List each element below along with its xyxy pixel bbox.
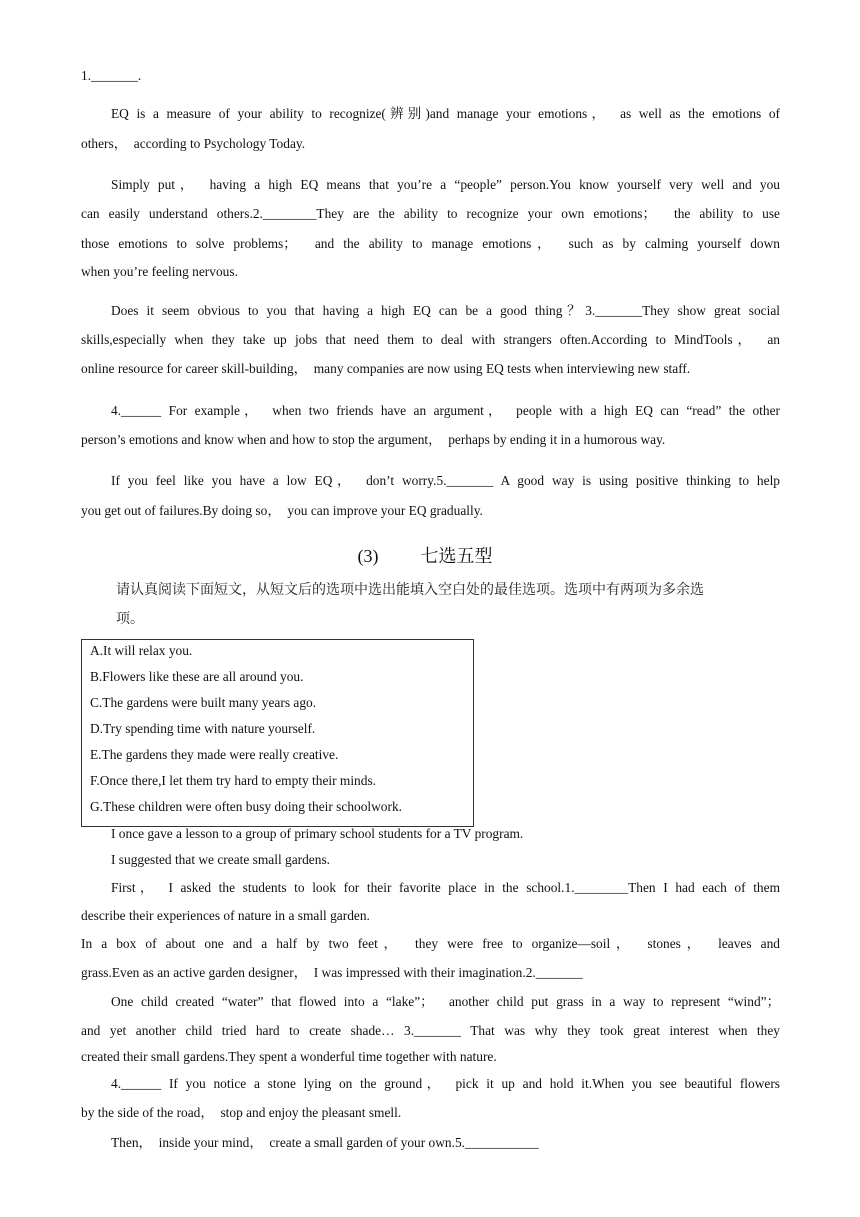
paragraph-line: those emotions to solve problems； and the ability to manage emotions， such as by calming yourself down — [81, 236, 780, 251]
passage-line: I suggested that we create small gardens. — [111, 852, 331, 867]
instructions-line: 请认真阅读下面短文，从短文后的选项中选出能填入空白处的最佳选项。选项中有两项为多余选 — [116, 582, 704, 598]
paragraph-line: when you’re feeling nervous. — [81, 264, 238, 279]
section-heading — [0, 545, 860, 567]
question-blank-1: 1._______. — [81, 68, 142, 83]
passage-line: One child created “water” that flowed into a “lake”； another child put grass in a way to represent “wind”； — [111, 994, 780, 1009]
paragraph-line: online resource for career skill-building， many companies are now using EQ tests when interviewing new staff. — [81, 361, 691, 376]
paragraph-line: EQ is a measure of your ability to recognize(辨别)and manage your emotions， as well as the emotions of — [111, 106, 780, 121]
instructions-line: 项。 — [116, 611, 144, 627]
option-a: A.It will relax you. — [90, 643, 193, 658]
passage-line: First， I asked the students to look for their favorite place in the school.1.________Then I had each of them — [111, 880, 780, 895]
paragraph-line: Simply put， having a high EQ means that you’re a “people” person.You know yourself very well and you — [111, 177, 780, 192]
passage-line: created their small gardens.They spent a wonderful time together with nature. — [81, 1049, 497, 1064]
paragraph-line: 4.______ For example， when two friends have an argument， people with a high EQ can “read” the other — [111, 403, 780, 418]
paragraph-line: can easily understand others.2.________They are the ability to recognize your own emotions； the ability to use — [81, 206, 780, 221]
passage-line: In a box of about one and a half by two feet， they were free to organize—soil， stones， leaves and — [81, 936, 780, 951]
paragraph-line: If you feel like you have a low EQ， don’t worry.5._______ A good way is using positive thinking to help — [111, 473, 780, 488]
option-b: B.Flowers like these are all around you. — [90, 669, 304, 684]
option-g: G.These children were often busy doing their schoolwork. — [90, 799, 402, 814]
passage-line: and yet another child tried hard to create shade… 3._______ That was why they took great interest when they — [81, 1023, 780, 1038]
option-e: E.The gardens they made were really creative. — [90, 747, 339, 762]
passage-line: I once gave a lesson to a group of primary school students for a TV program. — [111, 826, 524, 841]
paragraph-line: skills,especially when they take up jobs that need them to deal with strangers often.According to MindTools， an — [81, 332, 780, 347]
option-c: C.The gardens were built many years ago. — [90, 695, 317, 710]
passage-line: describe their experiences of nature in a small garden. — [81, 908, 370, 923]
paragraph-line: person’s emotions and know when and how to stop the argument， perhaps by ending it in a humorous way. — [81, 432, 666, 447]
section-number: (3) — [357, 546, 379, 566]
paragraph-line: you get out of failures.By doing so， you can improve your EQ gradually. — [81, 503, 483, 518]
options-box — [81, 639, 474, 827]
option-d: D.Try spending time with nature yourself. — [90, 721, 316, 736]
option-f: F.Once there,I let them try hard to empty their minds. — [90, 773, 377, 788]
paragraph-line: others， according to Psychology Today. — [81, 136, 306, 151]
passage-line: 4.______ If you notice a stone lying on the ground， pick it up and hold it.When you see beautiful flowers — [111, 1076, 780, 1091]
passage-line: grass.Even as an active garden designer， I was impressed with their imagination.2._______ — [81, 965, 583, 980]
passage-line: by the side of the road， stop and enjoy the pleasant smell. — [81, 1105, 402, 1120]
passage-line: Then， inside your mind， create a small garden of your own.5.___________ — [111, 1135, 539, 1150]
section-title: 七选五型 — [420, 546, 493, 566]
paragraph-line: Does it seem obvious to you that having a high EQ can be a good thing？3._______They show great social — [111, 303, 780, 318]
